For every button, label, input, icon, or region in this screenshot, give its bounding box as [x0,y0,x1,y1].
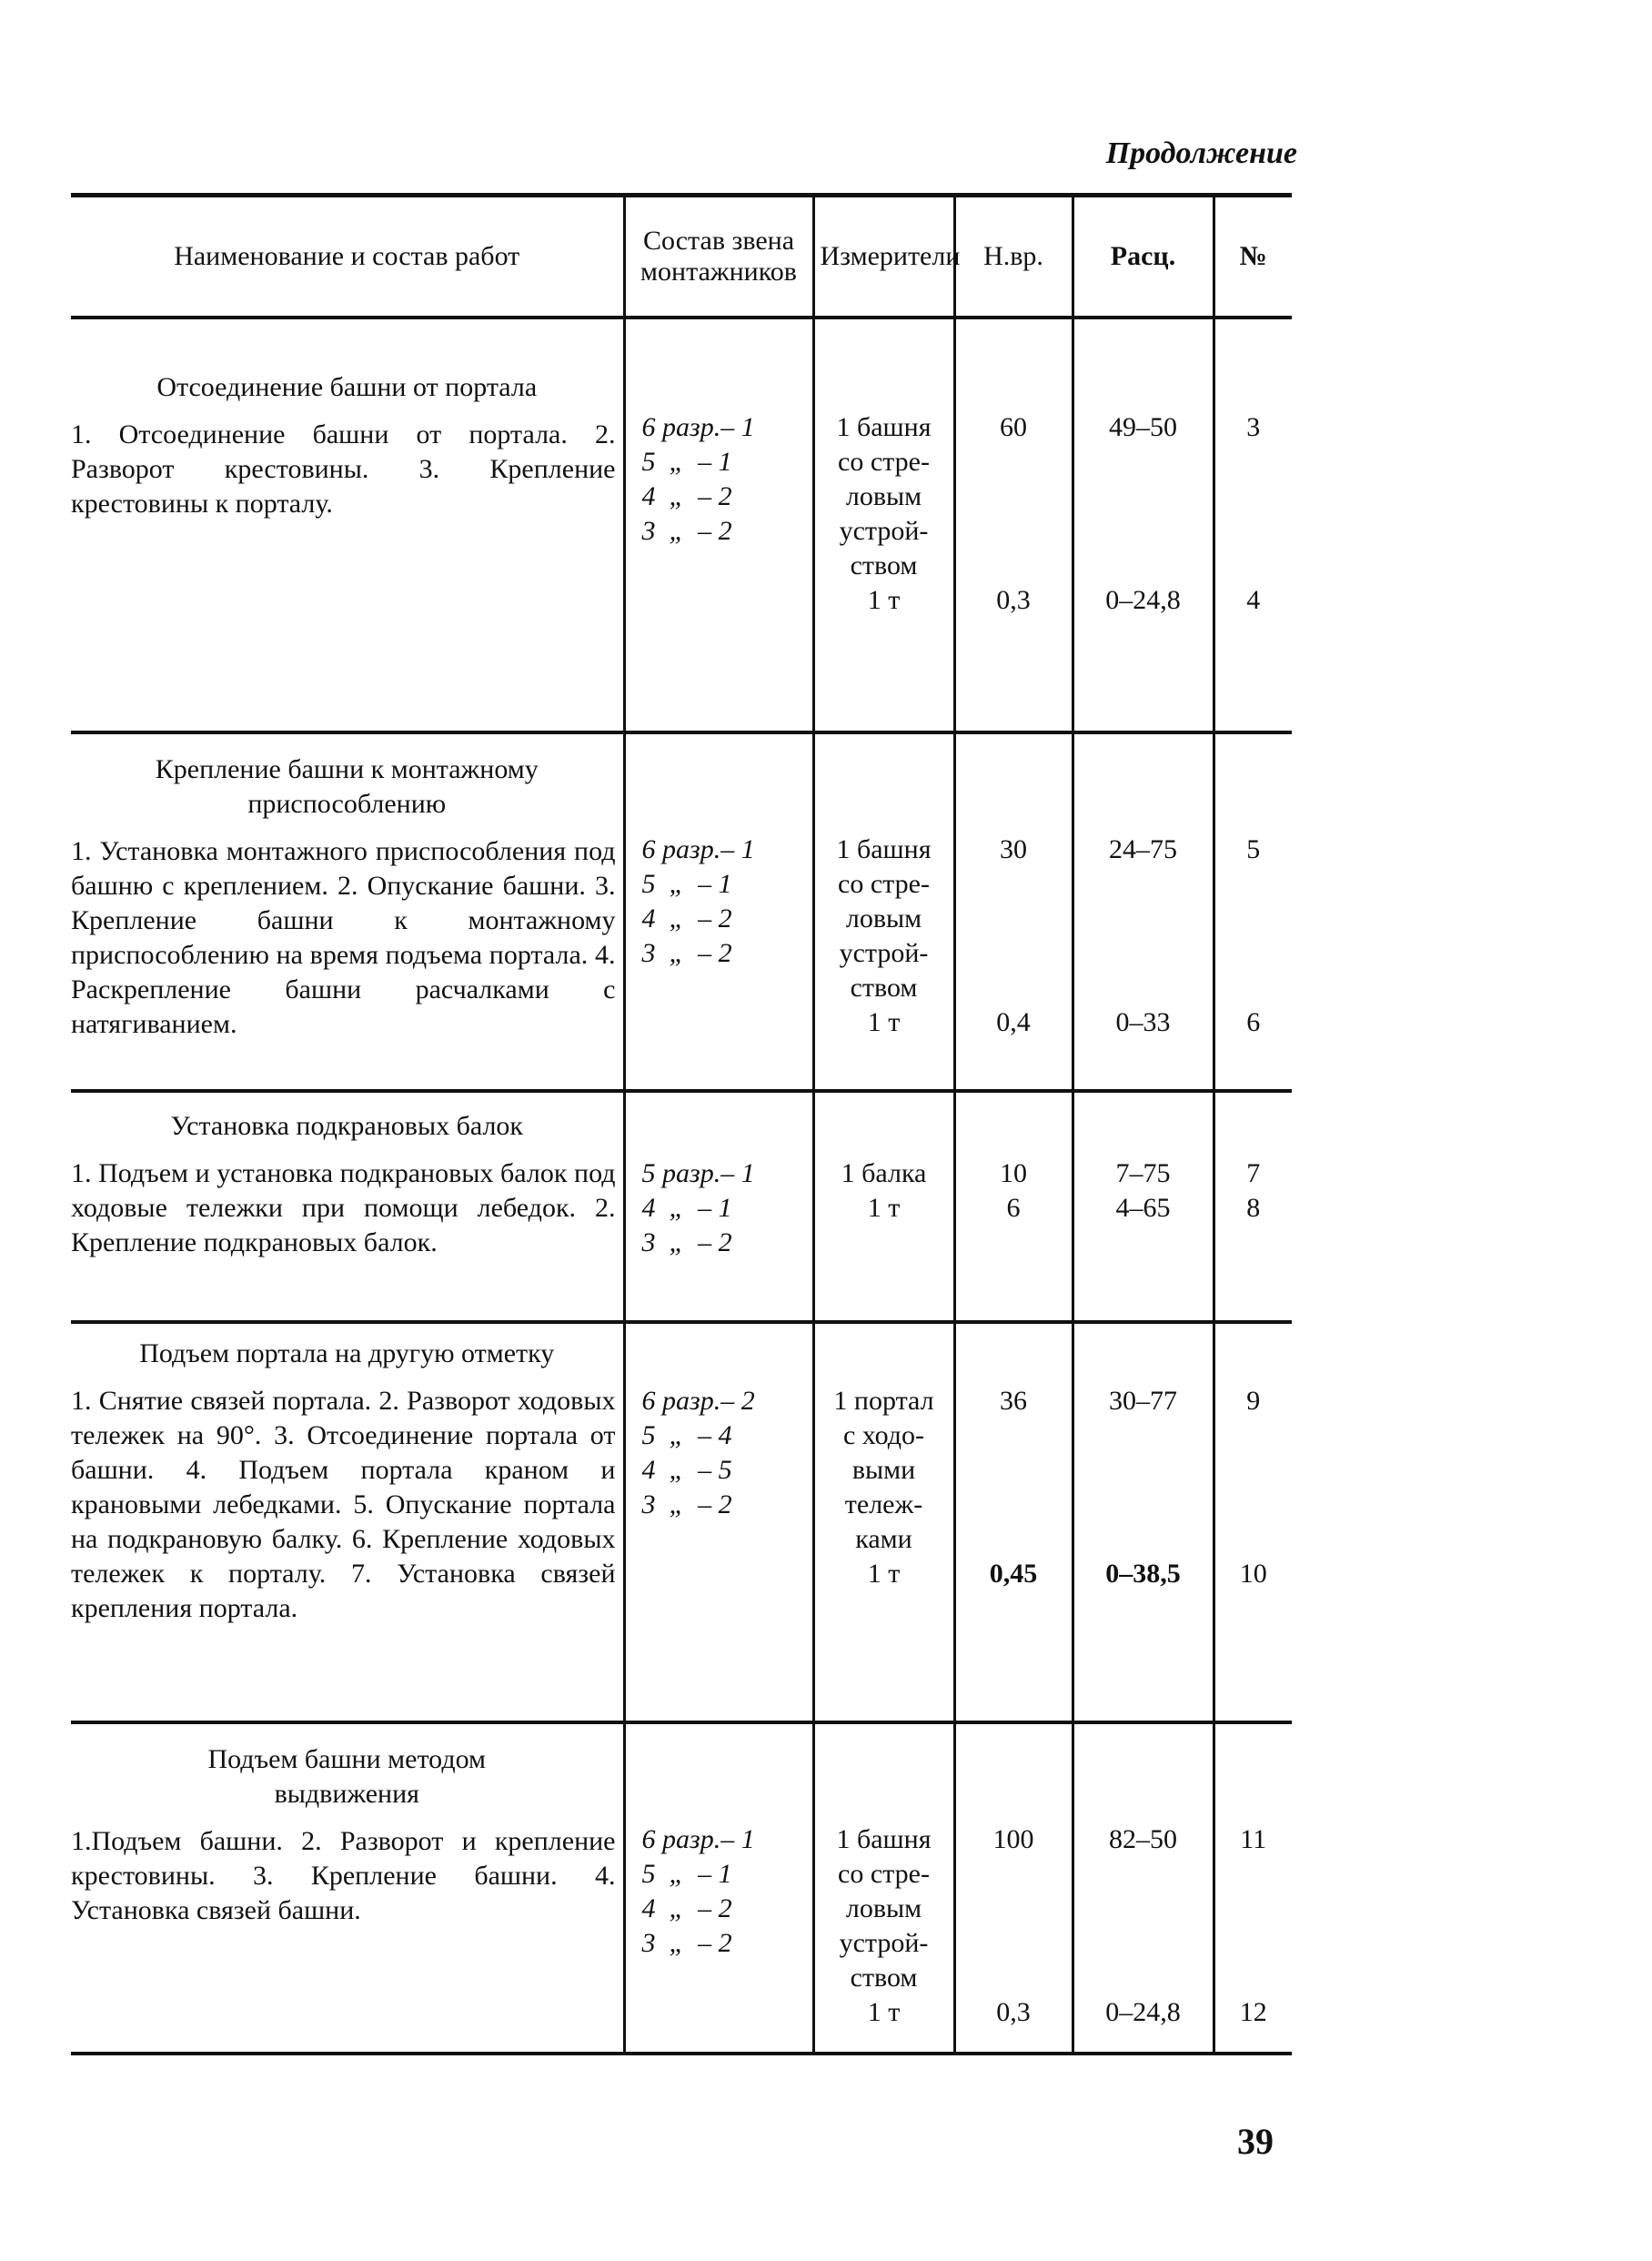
row-number: 3 [1246,412,1261,442]
number-cell [1214,1722,1292,2054]
rate-value: 0–38,5 [1105,1559,1181,1589]
crew-line: 4 „ – 2 [641,1893,732,1923]
section-title: Подъем башни методом выдвижения [207,1744,486,1809]
meter-line: 1 т [867,585,901,615]
number-cell [1214,1091,1292,1322]
meter-line: ством [850,973,918,1003]
meter-line: 1 портал [833,1386,934,1416]
meter-line: 1 башня [836,834,932,864]
section-title: Установка подкрановых балок [170,1111,523,1141]
row-number: 5 [1246,834,1261,864]
table-row [71,732,1292,1091]
meter-line: ловым [845,481,922,511]
time-norm-cell [954,732,1073,1091]
page-number: 39 [1237,2121,1274,2162]
meter-line: 1 башня [836,412,932,442]
meter-line: 1 т [867,1559,901,1589]
continued-label: Продолжение [1105,136,1297,170]
meter-line: 1 т [867,1997,901,2027]
crew-line: 5 „ – 1 [641,869,732,899]
crew-line: 4 „ – 2 [641,903,732,934]
section-title: Отсоединение башни от портала [156,372,538,402]
crew-cell [624,1722,813,2054]
meter-line: тележ- [844,1489,923,1519]
rate-value: 49–50 [1109,412,1177,442]
time-norm-value: 0,4 [996,1007,1031,1037]
time-norm-cell [954,1322,1073,1722]
crew-line: 3 „ – 2 [641,516,732,546]
header-work-name: Наименование и состав работ [71,196,624,318]
work-cell [71,1322,624,1722]
row-number: 10 [1239,1559,1267,1589]
section-title: Подъем портала на другую отметку [139,1338,555,1368]
meter-line: со стре- [838,447,930,477]
row-number: 4 [1246,585,1261,615]
number-cell [1214,732,1292,1091]
section-body: 1. Установка монтажного приспособления под башню с креплением. 2. Опускание башни. 3. Крепление башни к монтажному приспособлению на время подъема портала. 4. Раскрепление башни расчалками с натягиванием. [71,836,616,1039]
row-number: 6 [1246,1007,1261,1037]
meter-line: устрой- [839,1928,929,1958]
meter-line: 1 т [867,1007,901,1037]
work-cell [71,1722,624,2054]
header-rate: Расц. [1073,196,1214,318]
time-norm-cell [954,1091,1073,1322]
rate-value: 82–50 [1109,1824,1177,1854]
crew-cell [624,732,813,1091]
meter-line: с ходо- [842,1420,925,1450]
crew-cell [624,318,813,732]
meters-cell [813,1722,954,2054]
meter-line: ством [850,1963,918,1993]
time-norm-value: 60 [1000,412,1027,442]
rate-value: 4–65 [1115,1193,1171,1223]
crew-cell [624,1322,813,1722]
crew-line: 5 „ – 1 [641,447,732,477]
crew-line: 3 „ – 2 [641,1489,732,1519]
time-norm-value: 6 [1006,1193,1021,1223]
section-body: 1. Снятие связей портала. 2. Разворот ходовых тележек на 90°. 3. Отсоединение портала от башни. 4. Подъем портала краном и крановыми лебедками. 5. Опускание портала на подкрановую балку. 6. Крепление ходовых тележек к порталу. 7. Установка связей крепления портала. [71,1386,616,1623]
time-norm-cell [954,318,1073,732]
rate-value: 30–77 [1109,1386,1177,1416]
meter-line: ками [855,1524,912,1554]
number-cell [1214,318,1292,732]
rate-cell [1073,1722,1214,2054]
meters-cell [813,1091,954,1322]
time-norm-value: 100 [992,1824,1034,1854]
meters-cell [813,318,954,732]
crew-line: 6 разр.– 1 [641,1824,755,1854]
crew-line: 4 „ – 5 [641,1455,732,1485]
time-norm-value: 0,45 [989,1559,1038,1589]
section-body: 1. Подъем и установка подкрановых балок под ходовые тележки при помощи лебедок. 2. Крепление подкрановых балок. [71,1158,616,1257]
work-cell [71,318,624,732]
table-row [71,318,1292,732]
crew-line: 5 „ – 1 [641,1859,732,1889]
header-time-norm: Н.вр. [954,196,1073,318]
norms-table [71,193,1292,2055]
meter-line: ловым [845,903,922,934]
time-norm-value: 36 [1000,1386,1027,1416]
table-header-row [71,196,1292,318]
meter-line: 1 башня [836,1824,932,1854]
table-row [71,1322,1292,1722]
crew-line: 3 „ – 2 [641,1227,732,1257]
crew-line: 4 „ – 1 [641,1193,732,1223]
time-norm-value: 10 [1000,1158,1027,1188]
table-row [71,1091,1292,1322]
rate-value: 0–33 [1115,1007,1171,1037]
meter-line: со стре- [838,1859,930,1889]
header-number: № [1214,196,1292,318]
time-norm-value: 30 [1000,834,1027,864]
crew-line: 6 разр.– 1 [641,412,755,442]
meter-line: 1 т [867,1193,901,1223]
section-body: 1.Подъем башни. 2. Разворот и крепление крестовины. 3. Крепление башни. 4. Установка связей башни. [71,1826,616,1925]
rate-value: 7–75 [1115,1158,1171,1188]
crew-cell [624,1091,813,1322]
rate-cell [1073,1091,1214,1322]
section-body: 1. Отсоединение башни от портала. 2. Разворот крестовины. 3. Крепление крестовины к порталу. [71,419,616,519]
crew-line: 4 „ – 2 [641,481,732,511]
row-number: 12 [1239,1997,1267,2027]
meter-line: выми [851,1455,916,1485]
meter-line: ловым [845,1893,922,1923]
table-row [71,1722,1292,2054]
crew-line: 6 разр.– 2 [641,1386,755,1416]
rate-cell [1073,318,1214,732]
row-number: 7 [1246,1158,1261,1188]
meter-line: 1 балка [841,1158,927,1188]
time-norm-value: 0,3 [996,585,1031,615]
work-cell [71,732,624,1091]
meters-cell [813,1322,954,1722]
section-title: Крепление башни к монтажному приспособлению [155,754,539,819]
rate-value: 0–24,8 [1105,1997,1181,2027]
rate-value: 0–24,8 [1105,585,1181,615]
rate-value: 24–75 [1109,834,1177,864]
meter-line: со стре- [838,869,930,899]
meter-line: устрой- [839,516,929,546]
row-number: 11 [1240,1824,1267,1854]
crew-line: 5 „ – 4 [641,1420,732,1450]
header-crew: Состав звена монтажников [624,196,813,318]
crew-line: 3 „ – 2 [641,938,732,968]
crew-line: 5 разр.– 1 [641,1158,755,1188]
rate-cell [1073,732,1214,1091]
time-norm-value: 0,3 [996,1997,1031,2027]
meter-line: устрой- [839,938,929,968]
crew-line: 6 разр.– 1 [641,834,755,864]
header-meters: Измерители [813,196,954,318]
meter-line: ством [850,550,918,580]
row-number: 9 [1246,1386,1261,1416]
number-cell [1214,1322,1292,1722]
row-number: 8 [1246,1193,1261,1223]
time-norm-cell [954,1722,1073,2054]
rate-cell [1073,1322,1214,1722]
work-cell [71,1091,624,1322]
crew-line: 3 „ – 2 [641,1928,732,1958]
meters-cell [813,732,954,1091]
